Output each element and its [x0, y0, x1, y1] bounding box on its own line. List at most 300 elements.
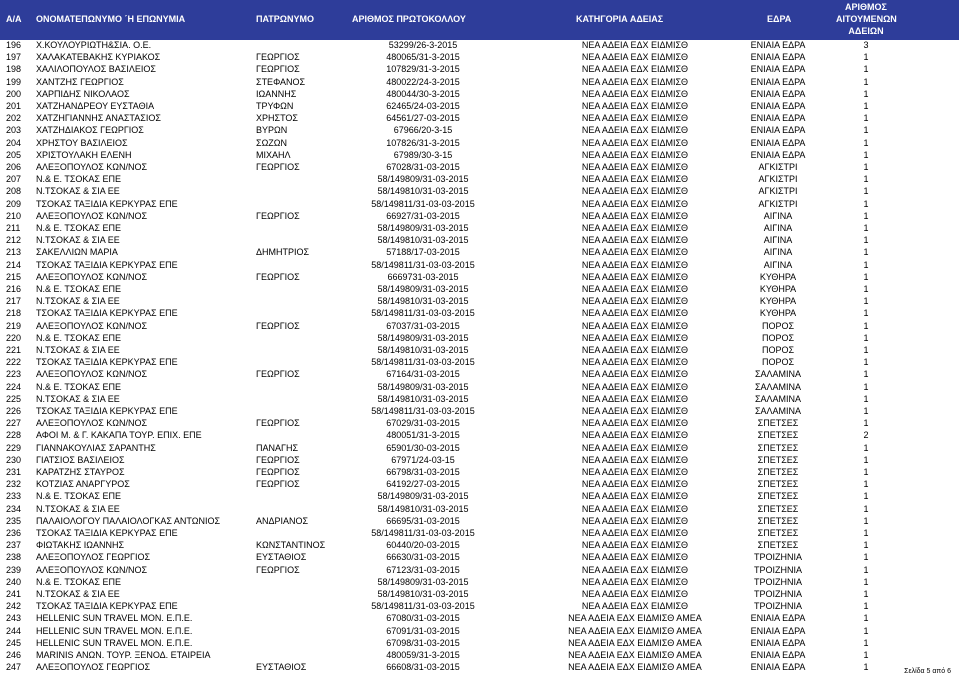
row-edra: ΕΝΙΑΙΑ ΕΔΡΑ: [750, 40, 806, 50]
row-name: Ν.ΤΣΟΚΑΣ & ΣΙΑ ΕΕ: [36, 589, 120, 599]
row-protocol: 480059/31-3-2015: [386, 650, 460, 660]
table-row: [0, 443, 959, 454]
row-protocol: 58/149810/31-03-2015: [377, 393, 469, 404]
row-edra: ΑΙΓΙΝΑ: [763, 259, 793, 270]
row-name: MARINIS ΑΝΩΝ. ΤΟΥΡ. ΞΕΝΟΔ. ΕΤΑΙΡΕΙΑ: [36, 650, 211, 660]
row-count: 1: [863, 125, 869, 136]
table-row: [0, 247, 959, 258]
table-row: [0, 284, 959, 295]
table-row: [0, 394, 959, 405]
row-patronymo: ΕΥΣΤΑΘΙΟΣ: [256, 552, 307, 563]
row-protocol: 67037/31-03-2015: [386, 320, 460, 331]
row-patronymo: ΓΕΩΡΓΙΟΣ: [256, 369, 300, 380]
row-count: 1: [863, 174, 869, 185]
row-edra: ΕΝΙΑΙΑ ΕΔΡΑ: [750, 101, 806, 111]
row-number: 208: [6, 186, 22, 197]
table-row: [0, 626, 959, 637]
row-category: ΝΕΑ ΑΔΕΙΑ ΕΔΧ ΕΙΔΜΙΣΘ: [581, 52, 689, 63]
row-name: HELLENIC SUN TRAVEL MON. Ε.Π.Ε.: [36, 613, 193, 624]
row-name: ΑΛΕΞΟΠΟΥΛΟΣ ΚΩΝ/ΝΟΣ: [36, 564, 148, 575]
row-edra: ΑΙΓΙΝΑ: [763, 247, 793, 258]
table-row: [0, 345, 959, 356]
row-count: 1: [863, 320, 869, 331]
row-number: 227: [6, 418, 22, 429]
table-row: [0, 150, 959, 161]
row-count: 1: [863, 637, 869, 648]
row-count: 1: [863, 381, 869, 392]
row-count: 1: [863, 393, 869, 404]
header-name: ΟΝΟΜΑΤΕΠΩΝΥΜΟ ΄Η ΕΠΩΝΥΜΙΑ: [36, 14, 186, 24]
row-number: 243: [6, 613, 22, 624]
row-name: ΑΛΕΞΟΠΟΥΛΟΣ ΓΕΩΡΓΙΟΣ: [36, 662, 151, 673]
row-number: 236: [6, 528, 22, 538]
row-number: 215: [6, 271, 22, 282]
row-edra: ΣΠΕΤΣΕΣ: [757, 418, 799, 429]
row-patronymo: ΒΥΡΩΝ: [256, 125, 288, 136]
row-protocol: 60440/20-03-2015: [386, 540, 460, 551]
row-edra: ΤΡΟΙΖΗΝΙΑ: [753, 564, 802, 575]
row-count: 1: [863, 162, 869, 172]
row-protocol: 58/149811/31-03-03-2015: [371, 308, 475, 319]
row-edra: ΣΠΕΤΣΕΣ: [757, 430, 799, 441]
row-name: Ν.& Ε. ΤΣΟΚΑΣ ΕΠΕ: [36, 332, 121, 343]
row-edra: ΣΑΛΑΜΙΝΑ: [754, 393, 802, 404]
row-edra: ΕΝΙΑΙΑ ΕΔΡΑ: [750, 149, 806, 160]
row-name: ΓΙΑΝΝΑΚΟΥΛΙΑΣ ΣΑΡΑΝΤΗΣ: [36, 442, 156, 453]
table-row: [0, 186, 959, 197]
row-count: 1: [863, 503, 869, 514]
row-protocol: 66798/31-03-2015: [386, 467, 460, 477]
row-count: 1: [863, 198, 869, 209]
row-category: ΝΕΑ ΑΔΕΙΑ ΕΔΧ ΕΙΔΜΙΣΘ: [581, 515, 689, 526]
row-name: Ν.ΤΣΟΚΑΣ & ΣΙΑ ΕΕ: [36, 345, 120, 355]
row-number: 213: [6, 247, 22, 258]
row-edra: ΚΥΘΗΡΑ: [759, 284, 797, 294]
row-category: ΝΕΑ ΑΔΕΙΑ ΕΔΧ ΕΙΔΜΙΣΘ: [581, 247, 689, 258]
row-count: 1: [863, 332, 869, 343]
table-row: [0, 491, 959, 502]
row-name: ΧΡΗΣΤΟΥ ΒΑΣΙΛΕΙΟΣ: [36, 137, 128, 148]
row-name: Ν.ΤΣΟΚΑΣ & ΣΙΑ ΕΕ: [36, 235, 120, 246]
row-count: 1: [863, 479, 869, 490]
header-aa: Α/Α: [6, 14, 22, 24]
row-category: ΝΕΑ ΑΔΕΙΑ ΕΔΧ ΕΙΔΜΙΣΘ: [581, 430, 689, 441]
row-category: ΝΕΑ ΑΔΕΙΑ ΕΔΧ ΕΙΔΜΙΣΘ: [581, 259, 689, 270]
row-name: Ν.ΤΣΟΚΑΣ & ΣΙΑ ΕΕ: [36, 296, 120, 307]
row-count: 1: [863, 308, 869, 319]
table-row: [0, 528, 959, 539]
row-protocol: 480051/31-3-2015: [386, 430, 460, 441]
row-number: 228: [6, 430, 22, 441]
row-category: ΝΕΑ ΑΔΕΙΑ ΕΔΧ ΕΙΔΜΙΣΘ: [581, 576, 689, 587]
table-row: [0, 89, 959, 100]
row-count: 1: [863, 296, 869, 307]
row-name: HELLENIC SUN TRAVEL MON. Ε.Π.Ε.: [36, 637, 193, 648]
row-edra: ΕΝΙΑΙΑ ΕΔΡΑ: [750, 650, 806, 660]
row-edra: ΚΥΘΗΡΑ: [759, 296, 797, 307]
table-row: [0, 272, 959, 283]
row-number: 222: [6, 357, 22, 368]
row-protocol: 58/149810/31-03-2015: [377, 503, 469, 514]
row-edra: ΕΝΙΑΙΑ ΕΔΡΑ: [750, 125, 806, 136]
row-count: 1: [863, 467, 869, 477]
table-row: [0, 40, 959, 51]
row-edra: ΑΓΚΙΣΤΡΙ: [758, 186, 798, 197]
row-edra: ΕΝΙΑΙΑ ΕΔΡΑ: [750, 613, 806, 624]
row-number: 233: [6, 491, 22, 502]
row-count: 1: [863, 442, 869, 453]
row-protocol: 67098/31-03-2015: [386, 637, 460, 648]
row-name: ΦΙΩΤΑΚΗΣ ΙΩΑΝΝΗΣ: [36, 540, 125, 551]
row-name: ΧΡΙΣΤΟΥΛΑΚΗ ΕΛΕΝΗ: [36, 149, 132, 160]
row-count: 1: [863, 259, 869, 270]
table-row: [0, 357, 959, 368]
row-name: Ν.& Ε. ΤΣΟΚΑΣ ΕΠΕ: [36, 174, 121, 185]
row-category: ΝΕΑ ΑΔΕΙΑ ΕΔΧ ΕΙΔΜΙΣΘ: [581, 76, 689, 87]
row-count: 1: [863, 101, 869, 111]
row-protocol: 66608/31-03-2015: [386, 662, 460, 673]
row-number: 212: [6, 235, 22, 246]
row-protocol: 107826/31-3-2015: [386, 137, 460, 148]
row-patronymo: ΤΡΥΦΩΝ: [256, 101, 294, 111]
row-name: ΑΛΕΞΟΠΟΥΛΟΣ ΚΩΝ/ΝΟΣ: [36, 369, 148, 380]
row-patronymo: ΓΕΩΡΓΙΟΣ: [256, 271, 300, 282]
row-number: 209: [6, 198, 22, 209]
row-protocol: 65901/30-03-2015: [386, 442, 460, 453]
table-row: [0, 418, 959, 429]
row-count: 1: [863, 186, 869, 197]
row-edra: ΣΠΕΤΣΕΣ: [757, 454, 799, 465]
row-patronymo: ΓΕΩΡΓΙΟΣ: [256, 479, 300, 490]
row-category: ΝΕΑ ΑΔΕΙΑ ΕΔΧ ΕΙΔΜΙΣΘ: [581, 601, 689, 612]
row-name: Χ.ΚΟΥΛΟΥΡΙΩΤΗ&ΣΙΑ. Ο.Ε.: [36, 40, 152, 50]
row-number: 229: [6, 442, 22, 453]
row-edra: ΕΝΙΑΙΑ ΕΔΡΑ: [750, 137, 806, 148]
row-category: ΝΕΑ ΑΔΕΙΑ ΕΔΧ ΕΙΔΜΙΣΘ: [581, 137, 689, 148]
row-category: ΝΕΑ ΑΔΕΙΑ ΕΔΧ ΕΙΔΜΙΣΘ: [581, 223, 689, 233]
table-row: [0, 589, 959, 600]
table-row: [0, 638, 959, 649]
row-number: 219: [6, 320, 22, 331]
row-protocol: 58/149810/31-03-2015: [377, 589, 469, 599]
table-row: [0, 77, 959, 88]
row-category: ΝΕΑ ΑΔΕΙΑ ΕΔΧ ΕΙΔΜΙΣΘ ΑΜΕΑ: [568, 650, 702, 660]
row-count: 1: [863, 210, 869, 221]
row-category: ΝΕΑ ΑΔΕΙΑ ΕΔΧ ΕΙΔΜΙΣΘ: [581, 381, 689, 392]
table-row: [0, 662, 959, 673]
row-name: ΧΑΛΙΛΟΠΟΥΛΟΣ ΒΑΣΙΛΕΙΟΣ: [36, 64, 156, 75]
row-number: 240: [6, 576, 22, 587]
row-category: ΝΕΑ ΑΔΕΙΑ ΕΔΧ ΕΙΔΜΙΣΘ: [581, 467, 689, 477]
row-number: 198: [6, 64, 22, 75]
table-row: [0, 113, 959, 124]
table-row: [0, 479, 959, 490]
row-protocol: 66630/31-03-2015: [386, 552, 460, 563]
row-number: 241: [6, 589, 22, 599]
row-count: 1: [863, 589, 869, 599]
row-protocol: 107829/31-3-2015: [386, 64, 460, 75]
row-edra: ΤΡΟΙΖΗΝΙΑ: [753, 589, 802, 599]
row-patronymo: ΓΕΩΡΓΙΟΣ: [256, 564, 300, 575]
row-category: ΝΕΑ ΑΔΕΙΑ ΕΔΧ ΕΙΔΜΙΣΘ: [581, 113, 689, 124]
row-name: ΚΟΤΖΙΑΣ ΑΝΑΡΓΥΡΟΣ: [36, 479, 130, 490]
table-row: [0, 406, 959, 417]
row-protocol: 6669731-03-2015: [387, 271, 459, 282]
row-number: 226: [6, 406, 22, 416]
row-number: 205: [6, 149, 22, 160]
row-protocol: 64192/27-03-2015: [386, 479, 460, 490]
row-category: ΝΕΑ ΑΔΕΙΑ ΕΔΧ ΕΙΔΜΙΣΘ: [581, 491, 689, 502]
row-edra: ΕΝΙΑΙΑ ΕΔΡΑ: [750, 662, 806, 673]
table-row: [0, 211, 959, 222]
row-protocol: 58/149809/31-03-2015: [377, 491, 469, 502]
row-edra: ΣΠΕΤΣΕΣ: [757, 515, 799, 526]
row-count: 3: [863, 40, 869, 50]
header-count-1: ΑΡΙΘΜΟΣ: [845, 2, 887, 12]
row-edra: ΕΝΙΑΙΑ ΕΔΡΑ: [750, 637, 806, 648]
row-protocol: 58/149810/31-03-2015: [377, 186, 469, 197]
row-protocol: 58/149811/31-03-03-2015: [371, 406, 475, 416]
row-count: 1: [863, 52, 869, 63]
row-edra: ΣΠΕΤΣΕΣ: [757, 540, 799, 551]
table-row: [0, 467, 959, 478]
row-edra: ΣΠΕΤΣΕΣ: [757, 442, 799, 453]
row-protocol: 58/149809/31-03-2015: [377, 223, 469, 233]
table-row: [0, 162, 959, 173]
row-category: ΝΕΑ ΑΔΕΙΑ ΕΔΧ ΕΙΔΜΙΣΘ: [581, 162, 689, 172]
row-count: 1: [863, 284, 869, 294]
table-row: [0, 260, 959, 271]
row-count: 1: [863, 235, 869, 246]
header-edra: ΕΔΡΑ: [767, 14, 792, 24]
row-edra: ΤΡΟΙΖΗΝΙΑ: [753, 601, 802, 612]
row-number: 210: [6, 210, 22, 221]
row-count: 1: [863, 625, 869, 636]
row-count: 1: [863, 515, 869, 526]
row-count: 1: [863, 357, 869, 368]
row-number: 245: [6, 637, 22, 648]
row-count: 1: [863, 564, 869, 575]
row-name: ΤΣΟΚΑΣ ΤΑΞΙΔΙΑ ΚΕΡΚΥΡΑΣ ΕΠΕ: [36, 357, 178, 368]
row-number: 218: [6, 308, 22, 319]
row-name: ΤΣΟΚΑΣ ΤΑΞΙΔΙΑ ΚΕΡΚΥΡΑΣ ΕΠΕ: [36, 198, 178, 209]
row-protocol: 480044/30-3-2015: [386, 88, 460, 99]
row-name: ΑΛΕΞΟΠΟΥΛΟΣ ΚΩΝ/ΝΟΣ: [36, 210, 148, 221]
row-edra: ΣΑΛΑΜΙΝΑ: [754, 369, 802, 380]
row-category: ΝΕΑ ΑΔΕΙΑ ΕΔΧ ΕΙΔΜΙΣΘ: [581, 271, 689, 282]
row-protocol: 64561/27-03-2015: [386, 113, 460, 124]
row-protocol: 58/149810/31-03-2015: [377, 235, 469, 246]
row-protocol: 67028/31-03-2015: [386, 162, 460, 172]
row-count: 1: [863, 662, 869, 673]
row-edra: ΚΥΘΗΡΑ: [759, 308, 797, 319]
row-edra: ΣΠΕΤΣΕΣ: [757, 528, 799, 538]
row-category: ΝΕΑ ΑΔΕΙΑ ΕΔΧ ΕΙΔΜΙΣΘ: [581, 40, 689, 50]
row-edra: ΚΥΘΗΡΑ: [759, 271, 797, 282]
row-edra: ΤΡΟΙΖΗΝΙΑ: [753, 552, 802, 563]
row-count: 1: [863, 247, 869, 258]
row-name: ΧΑΤΖΗΑΝΔΡΕΟΥ ΕΥΣΤΑΘΙΑ: [36, 101, 155, 111]
row-count: 2: [863, 430, 869, 441]
row-category: ΝΕΑ ΑΔΕΙΑ ΕΔΧ ΕΙΔΜΙΣΘ: [581, 308, 689, 319]
row-category: ΝΕΑ ΑΔΕΙΑ ΕΔΧ ΕΙΔΜΙΣΘ: [581, 442, 689, 453]
row-count: 1: [863, 552, 869, 563]
row-category: ΝΕΑ ΑΔΕΙΑ ΕΔΧ ΕΙΔΜΙΣΘ: [581, 357, 689, 368]
table-row: [0, 125, 959, 136]
row-name: ΑΦΟΙ Μ. & Γ. ΚΑΚΑΠΑ ΤΟΥΡ. ΕΠΙΧ. ΕΠΕ: [36, 430, 202, 441]
row-number: 197: [6, 52, 22, 63]
row-name: ΠΑΛΑΙΟΛΟΓΟΥ ΠΑΛΑΙΟΛΟΓΚΑΣ ΑΝΤΩΝΙΟΣ: [36, 515, 221, 526]
row-patronymo: ΓΕΩΡΓΙΟΣ: [256, 467, 300, 477]
row-protocol: 67029/31-03-2015: [386, 418, 460, 429]
table-row: [0, 174, 959, 185]
row-count: 1: [863, 418, 869, 429]
row-patronymo: ΜΙΧΑΗΛ: [256, 149, 291, 160]
row-name: ΤΣΟΚΑΣ ΤΑΞΙΔΙΑ ΚΕΡΚΥΡΑΣ ΕΠΕ: [36, 259, 178, 270]
table-row: [0, 223, 959, 234]
header-count-2: ΑΙΤΟΥΜΕΝΩΝ: [836, 14, 897, 24]
row-name: ΓΙΑΤΣΙΟΣ ΒΑΣΙΛΕΙΟΣ: [36, 454, 125, 465]
row-name: ΑΛΕΞΟΠΟΥΛΟΣ ΓΕΩΡΓΙΟΣ: [36, 552, 151, 563]
row-category: ΝΕΑ ΑΔΕΙΑ ΕΔΧ ΕΙΔΜΙΣΘ: [581, 332, 689, 343]
row-number: 204: [6, 137, 22, 148]
table-row: [0, 516, 959, 527]
row-number: 223: [6, 369, 22, 380]
row-edra: ΑΙΓΙΝΑ: [763, 235, 793, 246]
row-category: ΝΕΑ ΑΔΕΙΑ ΕΔΧ ΕΙΔΜΙΣΘ: [581, 284, 689, 294]
row-patronymo: ΓΕΩΡΓΙΟΣ: [256, 162, 300, 172]
row-category: ΝΕΑ ΑΔΕΙΑ ΕΔΧ ΕΙΔΜΙΣΘ ΑΜΕΑ: [568, 613, 702, 624]
row-name: ΑΛΕΞΟΠΟΥΛΟΣ ΚΩΝ/ΝΟΣ: [36, 162, 148, 172]
row-protocol: 67091/31-03-2015: [386, 625, 460, 636]
row-count: 1: [863, 528, 869, 538]
row-category: ΝΕΑ ΑΔΕΙΑ ΕΔΧ ΕΙΔΜΙΣΘ: [581, 125, 689, 136]
row-edra: ΕΝΙΑΙΑ ΕΔΡΑ: [750, 76, 806, 87]
row-patronymo: ΑΝΔΡΙΑΝΟΣ: [256, 515, 309, 526]
row-count: 1: [863, 149, 869, 160]
row-name: ΧΑΤΖΗΓΙΑΝΝΗΣ ΑΝΑΣΤΑΣΙΟΣ: [36, 113, 161, 124]
header-category: ΚΑΤΗΓΟΡΙΑ ΑΔΕΙΑΣ: [576, 14, 664, 24]
row-protocol: 58/149811/31-03-03-2015: [371, 198, 475, 209]
row-patronymo: ΓΕΩΡΓΙΟΣ: [256, 418, 300, 429]
table-row: [0, 199, 959, 210]
row-protocol: 67164/31-03-2015: [386, 369, 460, 380]
row-patronymo: ΙΩΑΝΝΗΣ: [256, 88, 297, 99]
row-count: 1: [863, 406, 869, 416]
row-number: 207: [6, 174, 22, 185]
row-category: ΝΕΑ ΑΔΕΙΑ ΕΔΧ ΕΙΔΜΙΣΘ: [581, 320, 689, 331]
row-name: ΧΑΛΑΚΑΤΕΒΑΚΗΣ ΚΥΡΙΑΚΟΣ: [36, 52, 161, 63]
row-protocol: 66927/31-03-2015: [386, 210, 460, 221]
row-category: ΝΕΑ ΑΔΕΙΑ ΕΔΧ ΕΙΔΜΙΣΘ: [581, 369, 689, 380]
row-name: ΧΑΤΖΗΔΙΑΚΟΣ ΓΕΩΡΓΙΟΣ: [36, 125, 144, 136]
row-category: ΝΕΑ ΑΔΕΙΑ ΕΔΧ ΕΙΔΜΙΣΘ: [581, 564, 689, 575]
row-number: 232: [6, 479, 22, 490]
row-count: 1: [863, 76, 869, 87]
row-edra: ΕΝΙΑΙΑ ΕΔΡΑ: [750, 113, 806, 124]
row-name: HELLENIC SUN TRAVEL MON. Ε.Π.Ε.: [36, 625, 193, 636]
row-number: 202: [6, 113, 22, 124]
row-edra: ΤΡΟΙΖΗΝΙΑ: [753, 576, 802, 587]
row-edra: ΠΟΡΟΣ: [761, 345, 795, 355]
row-protocol: 57188/17-03-2015: [386, 247, 460, 258]
row-edra: ΠΟΡΟΣ: [761, 320, 795, 331]
row-edra: ΣΑΛΑΜΙΝΑ: [754, 381, 802, 392]
row-edra: ΣΠΕΤΣΕΣ: [757, 479, 799, 490]
table-row: [0, 308, 959, 319]
row-number: 200: [6, 88, 22, 99]
row-count: 1: [863, 113, 869, 124]
row-number: 235: [6, 515, 22, 526]
row-count: 1: [863, 369, 869, 380]
row-category: ΝΕΑ ΑΔΕΙΑ ΕΔΧ ΕΙΔΜΙΣΘ: [581, 296, 689, 307]
row-category: ΝΕΑ ΑΔΕΙΑ ΕΔΧ ΕΙΔΜΙΣΘ: [581, 418, 689, 429]
row-number: 199: [6, 76, 22, 87]
row-category: ΝΕΑ ΑΔΕΙΑ ΕΔΧ ΕΙΔΜΙΣΘ: [581, 540, 689, 551]
row-category: ΝΕΑ ΑΔΕΙΑ ΕΔΧ ΕΙΔΜΙΣΘ: [581, 503, 689, 514]
row-edra: ΠΟΡΟΣ: [761, 357, 795, 368]
row-number: 201: [6, 101, 22, 111]
row-protocol: 480065/31-3-2015: [386, 52, 460, 63]
row-count: 1: [863, 64, 869, 75]
row-protocol: 58/149809/31-03-2015: [377, 381, 469, 392]
row-protocol: 67989/30-3-15: [393, 149, 453, 160]
row-edra: ΑΓΚΙΣΤΡΙ: [758, 162, 798, 172]
row-number: 224: [6, 381, 22, 392]
row-protocol: 67123/31-03-2015: [386, 564, 460, 575]
row-protocol: 58/149809/31-03-2015: [377, 284, 469, 294]
row-count: 1: [863, 137, 869, 148]
row-edra: ΕΝΙΑΙΑ ΕΔΡΑ: [750, 64, 806, 75]
row-number: 231: [6, 467, 22, 477]
row-name: Ν.& Ε. ΤΣΟΚΑΣ ΕΠΕ: [36, 491, 121, 502]
row-name: ΣΑΚΕΛΛΙΩΝ ΜΑΡΙΑ: [36, 247, 118, 258]
row-edra: ΣΑΛΑΜΙΝΑ: [754, 406, 802, 416]
row-number: 211: [6, 223, 21, 233]
row-protocol: 58/149809/31-03-2015: [377, 576, 469, 587]
table-row: [0, 430, 959, 441]
row-edra: ΣΠΕΤΣΕΣ: [757, 491, 799, 502]
row-patronymo: ΓΕΩΡΓΙΟΣ: [256, 320, 300, 331]
row-protocol: 58/149811/31-03-03-2015: [371, 601, 475, 612]
row-name: Ν.& Ε. ΤΣΟΚΑΣ ΕΠΕ: [36, 381, 121, 392]
row-protocol: 58/149809/31-03-2015: [377, 174, 469, 185]
row-number: 244: [6, 625, 22, 636]
row-number: 230: [6, 454, 22, 465]
row-number: 242: [6, 601, 22, 612]
row-patronymo: ΔΗΜΗΤΡΙΟΣ: [256, 247, 310, 258]
row-name: Ν.& Ε. ΤΣΟΚΑΣ ΕΠΕ: [36, 284, 121, 294]
row-edra: ΕΝΙΑΙΑ ΕΔΡΑ: [750, 625, 806, 636]
row-category: ΝΕΑ ΑΔΕΙΑ ΕΔΧ ΕΙΔΜΙΣΘ: [581, 479, 689, 490]
row-patronymo: ΠΑΝΑΓΗΣ: [256, 442, 299, 453]
row-protocol: 58/149811/31-03-03-2015: [371, 528, 475, 538]
row-category: ΝΕΑ ΑΔΕΙΑ ΕΔΧ ΕΙΔΜΙΣΘ: [581, 64, 689, 75]
row-name: Ν.ΤΣΟΚΑΣ & ΣΙΑ ΕΕ: [36, 186, 120, 197]
row-number: 203: [6, 125, 22, 136]
row-category: ΝΕΑ ΑΔΕΙΑ ΕΔΧ ΕΙΔΜΙΣΘ ΑΜΕΑ: [568, 662, 702, 673]
row-category: ΝΕΑ ΑΔΕΙΑ ΕΔΧ ΕΙΔΜΙΣΘ: [581, 174, 689, 185]
row-category: ΝΕΑ ΑΔΕΙΑ ΕΔΧ ΕΙΔΜΙΣΘ: [581, 393, 689, 404]
page-number: Σελίδα 5 από 6: [904, 668, 951, 675]
row-name: ΤΣΟΚΑΣ ΤΑΞΙΔΙΑ ΚΕΡΚΥΡΑΣ ΕΠΕ: [36, 528, 178, 538]
row-name: ΑΛΕΞΟΠΟΥΛΟΣ ΚΩΝ/ΝΟΣ: [36, 418, 148, 429]
row-number: 225: [6, 393, 22, 404]
row-edra: ΣΠΕΤΣΕΣ: [757, 503, 799, 514]
row-protocol: 480022/24-3-2015: [386, 76, 460, 87]
row-patronymo: ΣΤΕΦΑΝΟΣ: [256, 76, 306, 87]
row-number: 237: [6, 540, 22, 551]
